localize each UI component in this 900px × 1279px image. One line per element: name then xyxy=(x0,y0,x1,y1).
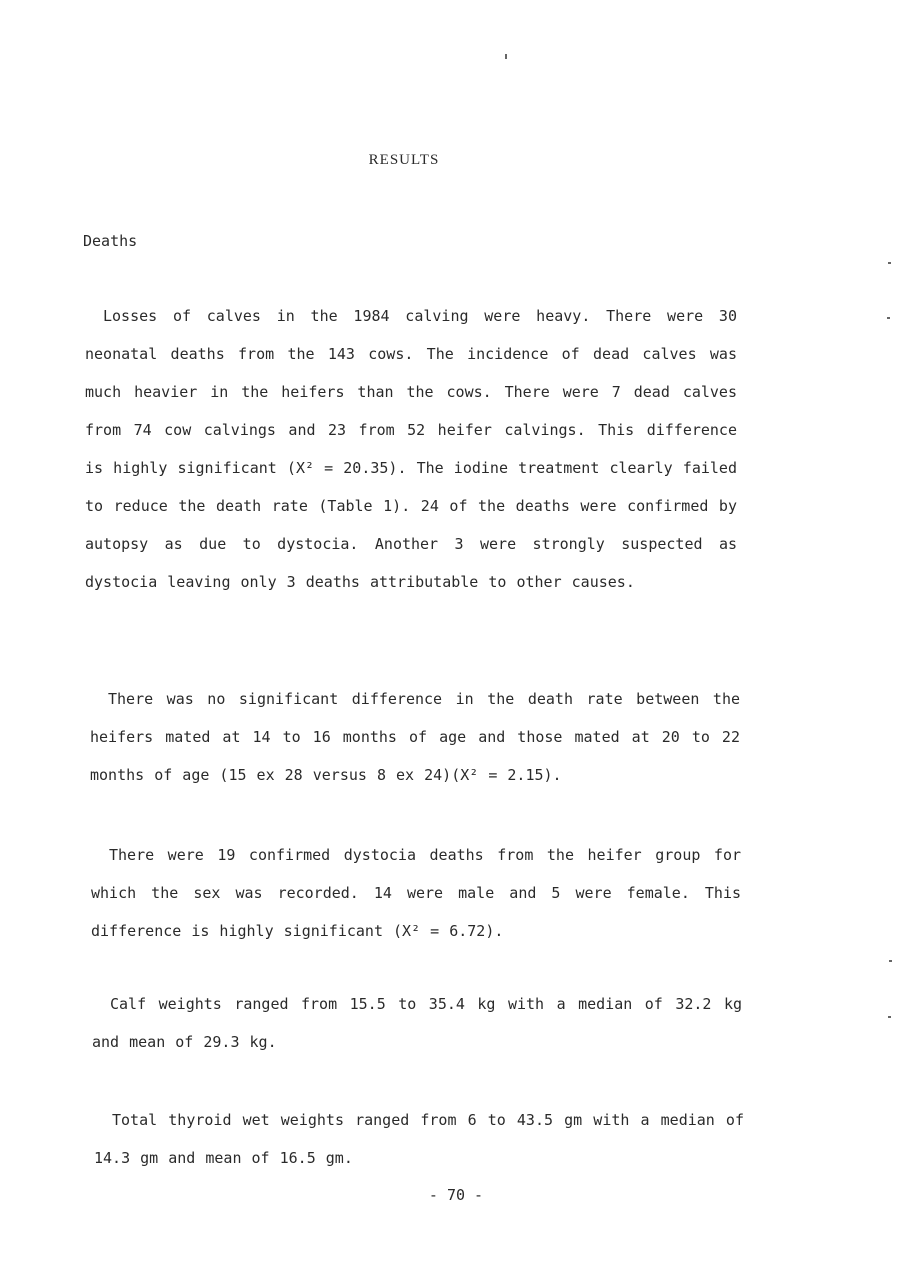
paragraph-text: Calf weights ranged from 15.5 to 35.4 kg with a median of 32.2 kg and mean of 29.3 kg. xyxy=(92,995,742,1051)
paragraph-text: Losses of calves in the 1984 calving were heavy. There were 30 neonatal deaths from the 143 cows. The incidence of dead calves was much heavier in the heifers than the cows. There were 7 dead calves from 74 cow calvings and 23 from 52 heifer calvings. This difference is highly significant (X² = 20.35). The iodine treatment clearly failed to reduce the death rate (Table 1). 24 of the deaths were confirmed by autopsy as due to dystocia. Another 3 were strongly suspected as dystocia leaving only 3 deaths attributable to other causes. xyxy=(85,307,737,591)
paragraph-sex xyxy=(91,836,741,950)
paragraph-calf-weights xyxy=(92,985,742,1061)
section-heading: RESULTS xyxy=(368,152,440,168)
scan-speck xyxy=(887,317,890,319)
scan-speck xyxy=(888,262,891,264)
scan-speck xyxy=(505,54,507,59)
paragraph-text: There were 19 confirmed dystocia deaths from the heifer group for which the sex was recorded. 14 were male and 5 were female. This difference is highly significant (X² = 6.72). xyxy=(91,846,741,940)
scan-speck xyxy=(889,960,892,962)
paragraph-text: Total thyroid wet weights ranged from 6 to 43.5 gm with a median of 14.3 gm and mean of 16.5 gm. xyxy=(94,1111,744,1167)
page-number: - 70 - xyxy=(428,1186,484,1204)
subsection-heading: Deaths xyxy=(83,232,138,250)
paragraph-mating-age xyxy=(90,680,740,794)
paragraph-losses xyxy=(85,297,737,601)
paragraph-text: There was no significant difference in the death rate between the heifers mated at 14 to 16 months of age and those mated at 20 to 22 months of age (15 ex 28 versus 8 ex 24)(X² = 2.15). xyxy=(90,690,740,784)
paragraph-thyroid-weights xyxy=(94,1101,744,1177)
scan-speck xyxy=(888,1016,891,1018)
